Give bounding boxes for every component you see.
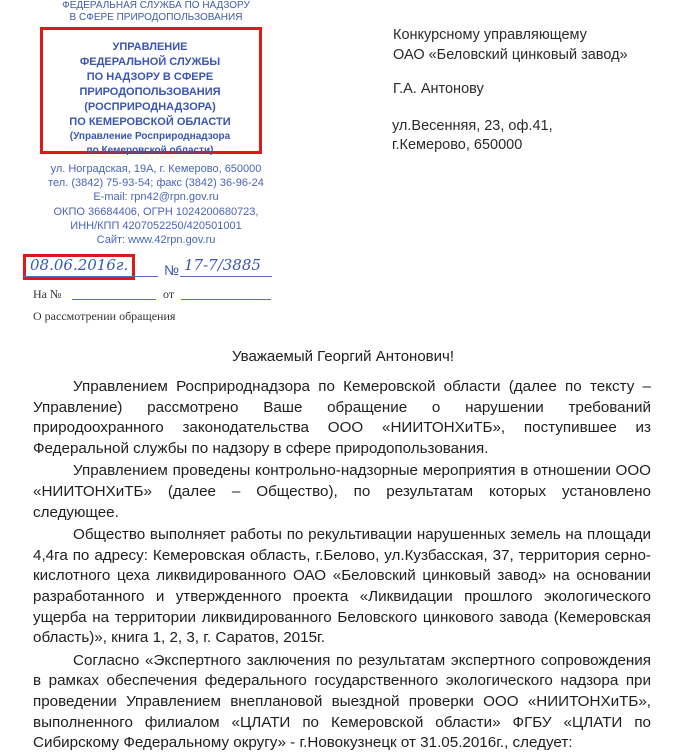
incoming-number-underline	[72, 299, 156, 300]
number-underline	[180, 276, 272, 277]
contact-site: Сайт: www.42rpn.gov.ru	[96, 234, 216, 247]
department-line: ПО КЕМЕРОВСКОЙ ОБЛАСТИ	[69, 116, 231, 128]
incoming-from-label: от	[163, 287, 175, 301]
recipient-address2: г.Кемерово, 650000	[392, 137, 523, 153]
department-name	[45, 40, 255, 158]
recipient-line1: Конкурсному управляющему	[393, 27, 587, 43]
recipient-name: Г.А. Антонову	[393, 81, 484, 97]
recipient-address1: ул.Весенняя, 23, оф.41,	[392, 118, 553, 134]
number-label: №	[164, 262, 180, 278]
greeting: Уважаемый Георгий Антонович!	[231, 348, 455, 365]
letter-subject: О рассмотрении обращения	[33, 309, 176, 323]
paragraph: Согласно «Экспертного заключения по результатам экспертного сопровождения в рамках обеспечения федерального государственного экологического надзора при проведении Управлением внеплановой выездной проверки ООО «НИИТОНХиТБ», выполненного филиалом «ЦЛАТИ по Кемеровской области» ФГБУ «ЦЛАТИ по Сибирскому Федеральному округу» - г.Новокузнецк от 31.05.2016г., следует:	[33, 651, 651, 752]
recipient-line2: ОАО «Беловский цинковый завод»	[393, 47, 628, 63]
contact-okpo: ОКПО 36684406, ОГРН 1024200680723,	[53, 205, 259, 218]
contact-email: E-mail: rpn42@rpn.gov.ru	[93, 191, 219, 204]
date-underline	[24, 276, 158, 277]
department-line: ПО НАДЗОРУ В СФЕРЕ	[86, 71, 214, 83]
department-line: (РОСПРИРОДНАДЗОРА)	[84, 101, 216, 113]
paragraph: Управлением Росприроднадзора по Кемеровской области (далее по тексту – Управление) рассмотрено Ваше обращение о нарушении требований природоохранного законодательства ООО «НИИТОНХиТБ», поступившее из Федеральной службы по надзору в сфере природопользования.	[33, 378, 651, 457]
letter-date: 08.06.2016г.	[30, 256, 129, 274]
incoming-number-label: На №	[33, 287, 62, 301]
contact-address: ул. Ноградская, 19А, г. Кемерово, 650000	[50, 163, 262, 175]
contacts-block	[25, 162, 287, 247]
contact-inn: ИНН/КПП 4207052250/420501001	[70, 219, 242, 232]
paragraph: Общество выполняет работы по рекультивации нарушенных земель на площади 4,4га по адресу: Кемеровская область, г.Белово, ул.Кузбасская, 37, территория серно-кислотного цеха ликвидированного ОАО «Беловский цинковый завод» на основании разработанного и утвержденного проекта «Ликвидации прошлого экологического ущерба на территории ликвидированного Беловского цинкового завода (Кемеровская область)», книга 1, 2, 3, г. Саратов, 2015г.	[33, 526, 651, 647]
letter-body	[33, 377, 651, 756]
department-line: УПРАВЛЕНИЕ	[112, 41, 188, 53]
department-line: по Кемеровской области)	[86, 145, 214, 156]
paragraph: Управлением проведены контрольно-надзорные мероприятия в отношении ООО «НИИТОНХиТБ» (далее – Общество), по результатам которых установлено следующее.	[33, 462, 651, 521]
agency-top-line1: ФЕДЕРАЛЬНАЯ СЛУЖБА ПО НАДЗОРУ	[62, 0, 250, 11]
department-line: ФЕДЕРАЛЬНОЙ СЛУЖБЫ	[79, 56, 221, 68]
incoming-from-underline	[181, 299, 271, 300]
letter-number: 17-7/3885	[184, 256, 261, 274]
contact-phone: тел. (3842) 75-93-54; факс (3842) 36-96-24	[48, 177, 264, 190]
department-line: (Управление Росприроднадзора	[69, 131, 231, 142]
department-line: ПРИРОДОПОЛЬЗОВАНИЯ	[79, 86, 221, 98]
agency-top-line2: В СФЕРЕ ПРИРОДОПОЛЬЗОВАНИЯ	[69, 12, 243, 23]
